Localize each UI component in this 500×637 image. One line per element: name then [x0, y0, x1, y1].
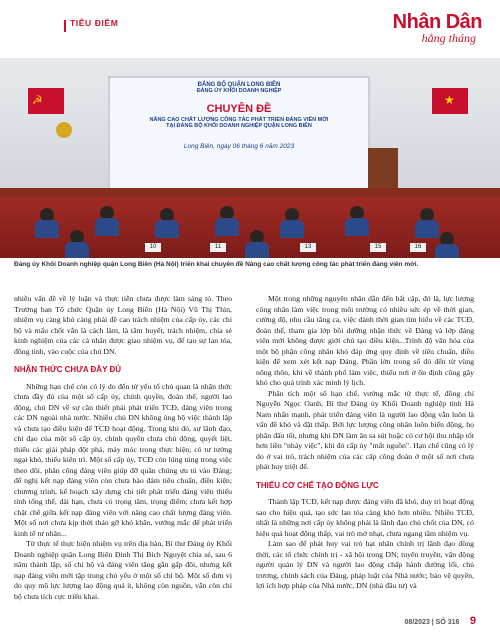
page-header	[0, 0, 500, 58]
screen-line: NÂNG CAO CHẤT LƯỢNG CÔNG TÁC PHÁT TRIỂN ĐẢNG VIÊN MỚI	[149, 117, 329, 123]
screen-line: TẠI ĐẢNG BỘ KHỐI DOANH NGHIỆP QUẬN LONG BIÊN	[166, 123, 312, 129]
seat-number: 11	[210, 243, 226, 252]
audience-member	[95, 218, 119, 236]
emblem-icon	[56, 122, 72, 138]
seat-number: 16	[410, 243, 426, 252]
article-column-right	[256, 294, 474, 592]
logo-main-text: Nhân Dân	[392, 11, 482, 33]
article-paragraph: Những hạn chế còn có lý do đến từ yếu tố chủ quan là nhận thức chưa đầy đủ của một số cấp ủy, chính quyền, đoàn thể, người lao động, chủ DN về sự cần thiết phải phát triển TCĐ, đảng viên trong các DN ngoài nhà nước. Nhiều chủ DN không ủng hộ việc thành lập và chưa tạo điều kiện để TCĐ hoạt động. Trong khi đó, sự lãnh đạo, chỉ đạo của một số cấp ủy, chính quyền chưa chủ động, quyết liệt, thiếu các giải pháp đột phá, máy móc trong thực hiện; có tư tưởng ngại khó, thiếu kiên trì. Một số cấp ủy, TCĐ còn lúng túng trong việc theo dõi, phân công đảng viên giúp đỡ quần chúng ưu tú vào Đảng; để nghị kết nạp đảng viên còn chưa bảo đảm tiêu chuẩn, điều kiện; chương trình, kế hoạch xây dựng chi tiết phát triển đảng viên thiếu tính tổng thể, dài hạn, chưa có trọng tâm, trọng điểm; chưa kết hợp chặt chẽ giữa kết nạp đảng viên với nâng cao chất lượng đảng viên. Một số nơi chưa kịp thời tháo gỡ khó khăn, vướng mắc để phát triển kinh tế tư nhân...	[14, 381, 232, 538]
logo-sub-text: hằng tháng	[421, 31, 476, 45]
issue-number: 08/2023 | SỐ 316	[404, 619, 460, 626]
article-paragraph: Một trong những nguyên nhân dẫn đến bất cập, đó là, lực lượng công nhân làm việc trong môi trường có nhiều sức ép về thời gian, cường độ, nhu cầu tăng ca, việc dành thời gian tìm hiểu về các TCĐ, đoàn thể, tham gia lớp bồi dưỡng nhận thức về Đảng và lớp đảng viên mới không được giới chủ tạo điều kiện...Trình độ văn hóa của một bộ phận công nhân khó đáp ứng quy định về tiêu chuẩn, điều kiện để xem xét kết nạp Đảng. Phần lớn trong số đó đến từ vùng nông thôn, khi về thành phố làm việc, thiếu nơi ở ổn định cũng gây khó cho quá trình xác minh lý lịch.	[256, 294, 474, 387]
seat-number: 10	[145, 243, 161, 252]
article-paragraph: Thành lập TCĐ, kết nạp được đảng viên đã khó, duy trì hoạt động sao cho hiệu quả, tạo sức lan tỏa càng khó hơn nhiều. Nhiều TCĐ, nhất là những nơi cấp ủy không phải là lãnh đạo chủ chốt của DN, có hiệu quả hoạt động thấp, vai trò mờ nhạt, chưa ngang tầm nhiệm vụ.	[256, 497, 474, 538]
projection-screen	[108, 76, 370, 204]
audience-member	[345, 218, 369, 236]
audience-member	[435, 244, 459, 258]
audience-member	[280, 220, 304, 238]
section-tag: TIÊU ĐIỂM	[70, 18, 119, 28]
photo-caption: Đảng ủy Khối Doanh nghiệp quận Long Biên (Hà Nội) triển khai chuyên đề Nâng cao chất lượng công tác phát triển đảng viên mới.	[14, 261, 419, 268]
article-paragraph: Từ thực tế thực hiện nhiệm vụ trên địa bàn, Bí thư Đảng ủy Khối Doanh nghiệp quận Long Biên Đinh Thị Bích Nguyệt chia sẻ, sau 6 năm thành lập, số chi bộ và đảng viên tăng gần gấp đôi, nhưng kết nạp đảng viên mới tập trung chủ yếu ở một số chi bộ. Một số đơn vị do quy mô lực lượng lao động quá ít, không còn nguồn, vẫn còn chi bộ chưa tích cực triển khai.	[14, 539, 232, 601]
audience-member	[35, 220, 59, 238]
section-tag-bar	[64, 20, 66, 32]
screen-line: ĐẢNG ỦY KHỐI DOANH NGHIỆP	[196, 88, 282, 94]
screen-date: Long Biên, ngày 06 tháng 6 năm 2023	[183, 143, 295, 150]
page-number: 9	[469, 615, 476, 627]
party-flag: ☭	[28, 88, 64, 114]
audience-member	[65, 242, 89, 258]
seat-number: 13	[300, 243, 316, 252]
section-heading: THIẾU CƠ CHẾ TẠO ĐỘNG LỰC	[256, 480, 379, 490]
screen-line: ĐẢNG BỘ QUẬN LONG BIÊN	[197, 82, 281, 88]
audience-member	[245, 242, 269, 258]
national-flag: ★	[432, 88, 468, 114]
article-paragraph: Làm sao để phát huy vai trò hạt nhân chính trị lãnh đạo đồng thời, các tổ chức chính trị - xã hội trong DN; tuyên truyền, vận động người quản lý DN và người lao động chấp hành đường lối, chủ trương, chính sách của Đảng, pháp luật của Nhà nước; bảo vệ quyền, lợi ích hợp pháp của Nhà nước, DN (nhà đầu tư) và	[256, 539, 474, 590]
page-footer	[405, 611, 476, 629]
publication-logo	[393, 12, 482, 44]
article-paragraph: nhiều vấn đề về lý luận và thực tiễn chưa được làm sáng tỏ. Theo Trưởng ban Tổ chức Quận ủy Long Biên (Hà Nội) Vũ Thị Thìn, nhiệm vụ càng khó càng phải đề cao trách nhiệm của cấp ủy, các chi bộ và mấu chốt vẫn là cách làm, là tâm huyết, trách nhiệm, chia sẻ kinh nghiệm của các cá nhân được giao nhiệm vụ, để tạo sự lan tỏa, đồng tình, vào cuộc của chủ DN.	[14, 294, 232, 356]
audience-member	[215, 218, 239, 236]
section-heading: NHẬN THỨC CHƯA ĐẦY ĐỦ	[14, 365, 122, 374]
screen-title: CHUYÊN ĐỀ	[206, 103, 272, 115]
article-column-left	[14, 294, 232, 602]
seat-number: 15	[370, 243, 386, 252]
audience-member	[155, 220, 179, 238]
audience-member	[415, 220, 439, 238]
article-photo	[0, 58, 500, 258]
article-paragraph: Phân tích một số hạn chế, vướng mắc từ thực tế, đồng chí Nguyễn Ngọc Oanh, Bí thư Đảng ủy Khối Doanh nghiệp tỉnh Hà Nam nhấn mạnh, phát triển đảng viên là người lao động vẫn luôn là vấn đề khó và đặt thấp. Bởi lực lượng công nhân luôn biến động, họ phân đấu tốt, nhưng khi DN làm ăn sa sút hoặc có cơ hội thu nhập tốt hơn liền "nhảy việc", khi đó cấp ủy "mất nguồn". Hạn chế cũng có lý do ở vai trò, trách nhiệm của các cấp công đoàn ở một số nơi chưa phát huy triệt để.	[256, 388, 474, 471]
